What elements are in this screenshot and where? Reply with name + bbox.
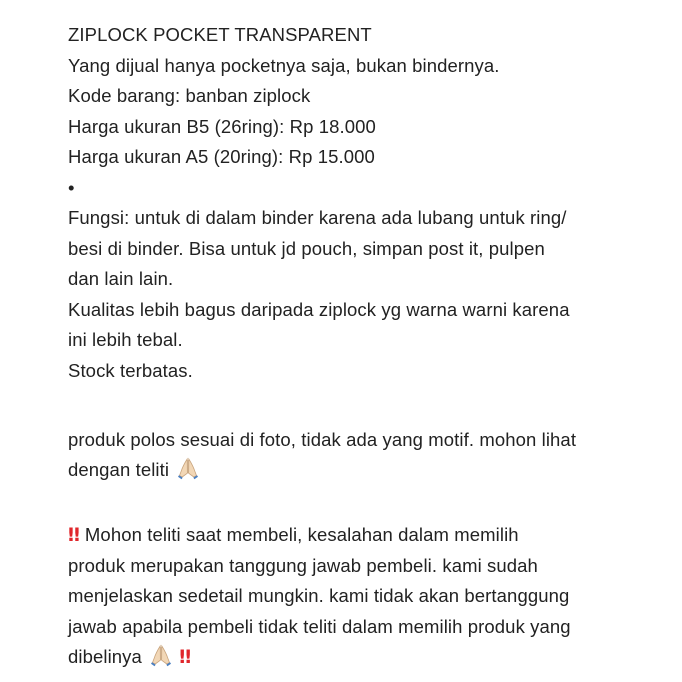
note-line: Yang dijual hanya pocketnya saja, bukan bindernya. xyxy=(68,54,500,76)
quality-line-2: ini lebih tebal. xyxy=(68,329,183,350)
warning-line-4: jawab apabila pembeli tidak teliti dalam memilih produk yang xyxy=(68,615,571,637)
quality-line-1: Kualitas lebih bagus daripada ziplock yg warna warni karena xyxy=(68,298,570,320)
polos-line-1: produk polos sesuai di foto, tidak ada yang motif. mohon lihat xyxy=(68,428,577,450)
warning-last-text: dibelinya xyxy=(68,646,142,667)
polos-line-2-text: dengan teliti xyxy=(68,459,170,480)
warning-line-2: produk merupakan tanggung jawab pembeli. kami sudah xyxy=(68,554,538,576)
warning-line-3: menjelaskan sedetail mungkin. kami tidak akan bertanggung xyxy=(68,585,570,606)
item-code-line: Kode barang: banban ziplock xyxy=(68,85,311,106)
separator-dot: • xyxy=(68,176,75,198)
folded-hands-icon-2 xyxy=(149,643,173,677)
double-exclamation-icon: ‼ xyxy=(68,524,77,546)
warning-line-5 xyxy=(68,642,668,677)
folded-hands-icon xyxy=(176,456,200,490)
price-b5-line: Harga ukuran B5 (26ring): Rp 18.000 xyxy=(68,115,376,137)
stock-line: Stock terbatas. xyxy=(68,359,193,381)
title-line: ZIPLOCK POCKET TRANSPARENT xyxy=(68,24,372,45)
fungsi-line-3: dan lain lain. xyxy=(68,268,174,289)
warning-line-1-text: Mohon teliti saat membeli, kesalahan dalam memilih xyxy=(84,524,519,545)
blank-line-2 xyxy=(68,490,668,521)
polos-line-2 xyxy=(68,455,668,490)
paragraph-gap xyxy=(68,417,668,425)
blank-line xyxy=(68,386,668,417)
price-a5-line: Harga ukuran A5 (20ring): Rp 15.000 xyxy=(68,146,375,167)
double-exclamation-icon-2: ‼ xyxy=(179,646,189,668)
fungsi-line-1: Fungsi: untuk di dalam binder karena ada lubang untuk ring/ xyxy=(68,207,567,228)
fungsi-line-2: besi di binder. Bisa untuk jd pouch, simpan post it, pulpen xyxy=(68,237,545,259)
warning-line-1 xyxy=(68,520,668,551)
product-description xyxy=(68,20,668,677)
